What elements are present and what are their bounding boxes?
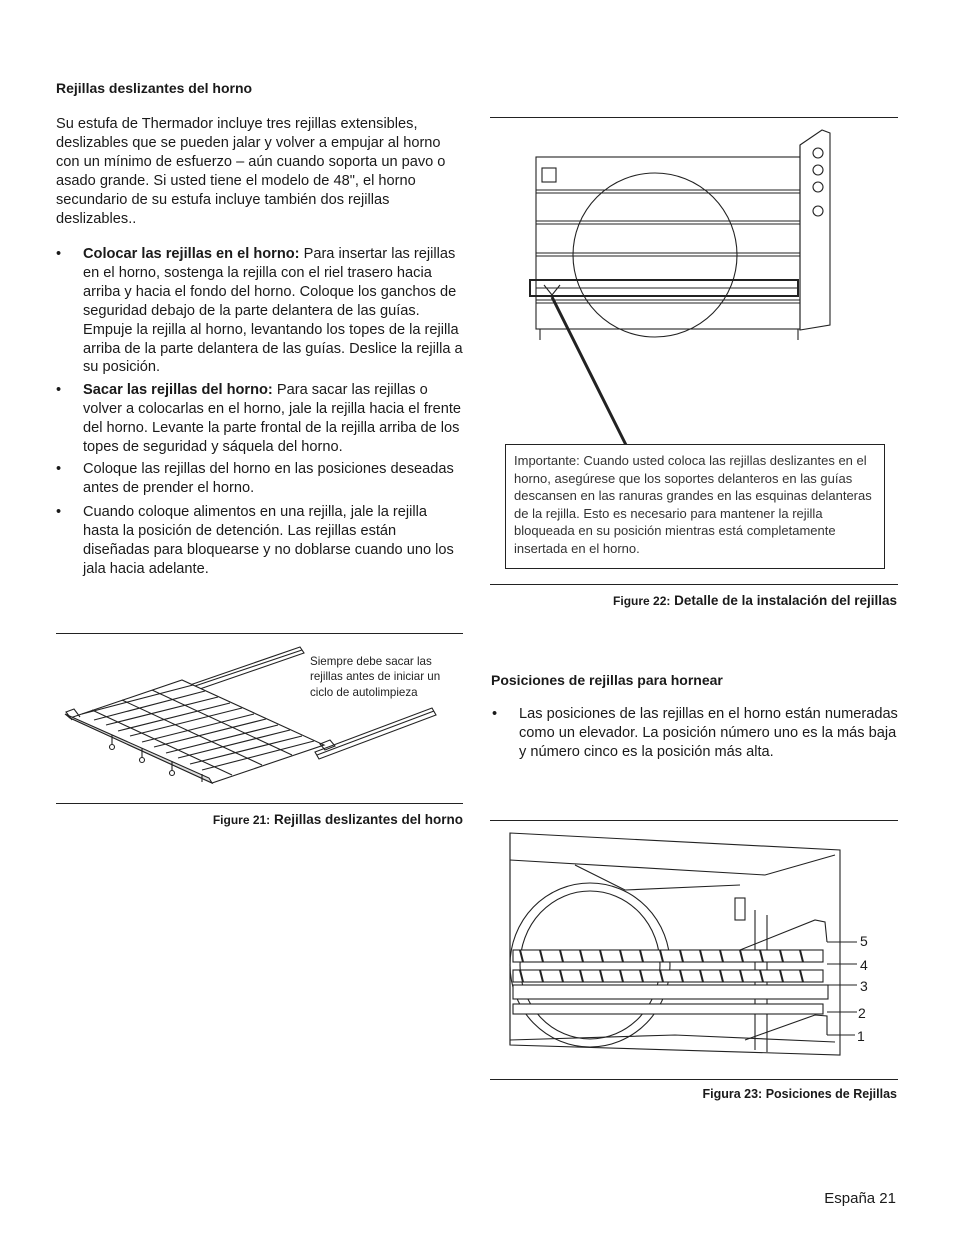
figure23-bottom-rule <box>490 1079 898 1080</box>
rack-installation-detail-illustration <box>500 125 840 445</box>
figure22-top-rule <box>490 117 898 118</box>
bullet-position-before <box>56 460 463 498</box>
figure21-caption-text: Rejillas deslizantes del horno <box>270 812 463 827</box>
figure22-bottom-rule <box>490 584 898 585</box>
rack-position-label-3: 3 <box>860 978 868 994</box>
figure22-important-note: Importante: Cuando usted coloca las rejillas deslizantes en el horno, asegúrese que los soportes delanteros en las guías descansen en las ranuras grandes en las esquinas delanteras de la rejilla. Esto es necesario para mantener la rejilla bloqueada en su posición mientras está completamente insertada en el horno. <box>505 444 885 569</box>
rack-position-label-1: 1 <box>857 1028 865 1044</box>
figure21-top-rule <box>56 633 463 634</box>
bullet-text: Cuando coloque alimentos en una rejilla, jale la rejilla hasta la posición de detención. Las rejillas están diseñadas para bloquearse y no doblarse cuando uno los jala hacia adelante. <box>83 504 454 577</box>
rack-positions-illustration <box>505 830 850 1060</box>
bullet-remove-racks <box>56 381 463 457</box>
bullet-symbol: • <box>56 461 62 477</box>
bullet-rack-positions <box>492 705 899 762</box>
figure23-top-rule <box>490 820 898 821</box>
bullet-text: Coloque las rejillas del horno en las posiciones deseadas antes de prender el horno. <box>83 461 454 496</box>
page-footer-number: España 21 <box>824 1190 896 1207</box>
figure21-note: Siempre debe sacar las rejillas antes de iniciar un ciclo de autolimpieza <box>310 655 441 699</box>
bullet-symbol: • <box>56 382 62 398</box>
bullet-bold-label: Colocar las rejillas en el horno: <box>83 246 300 262</box>
figure21-caption-label: Figure 21: <box>212 813 271 827</box>
bullet-place-racks <box>56 245 463 377</box>
bullet-bold-label: Sacar las rejillas del horno: <box>83 382 273 398</box>
rack-position-label-2: 2 <box>858 1005 866 1021</box>
section-heading-sliding-racks: Rejillas deslizantes del horno <box>56 80 253 96</box>
figure22-caption-text: Detalle de la instalación del rejillas <box>670 593 897 608</box>
figure23-caption: Figura 23: Posiciones de Rejillas <box>702 1087 897 1101</box>
rack-position-label-4: 4 <box>860 957 868 973</box>
bullet-text: Para insertar las rejillas en el horno, sostenga la rejilla con el riel trasero hacia arriba y hacia el fondo del horno. Coloque los ganchos de seguridad debajo de la parte delantera de las guías. Empuje la rejilla al horno, levantando los topes de la rejilla arriba de la parte delantera de las guías. Deslice la rejilla a su posición. <box>83 246 463 376</box>
bullet-text: Para sacar las rejillas o volver a colocarlas en el horno, jale la rejilla hacia el frente del horno. Levante la parte frontal de la rejilla arriba de los topes de seguridad y sáquela del horno. <box>83 382 462 455</box>
intro-paragraph: Su estufa de Thermador incluye tres rejillas extensibles, deslizables que se pueden jalar y volver a empujar al horno con un mínimo de esfuerzo – aún cuando soporta un pavo o asado grande. Si usted tiene el modelo de 48", el horno secundario de su estufa incluye también dos rejillas deslizables.. <box>56 116 446 227</box>
bullet-symbol: • <box>56 246 62 262</box>
bullet-symbol: • <box>492 706 498 722</box>
section-heading-rack-positions: Posiciones de rejillas para hornear <box>491 672 723 688</box>
rack-position-label-5: 5 <box>860 933 868 949</box>
figure21-caption <box>213 812 463 827</box>
figure22-caption-label: Figure 22: <box>613 594 671 608</box>
bullet-text: Las posiciones de las rejillas en el horno están numeradas como un elevador. La posición número uno es la más baja y número cinco es la posición más alta. <box>519 706 898 760</box>
bullet-pull-rack <box>56 503 463 579</box>
bullet-symbol: • <box>56 504 62 520</box>
figure21-bottom-rule <box>56 803 463 804</box>
figure22-caption <box>613 593 897 608</box>
